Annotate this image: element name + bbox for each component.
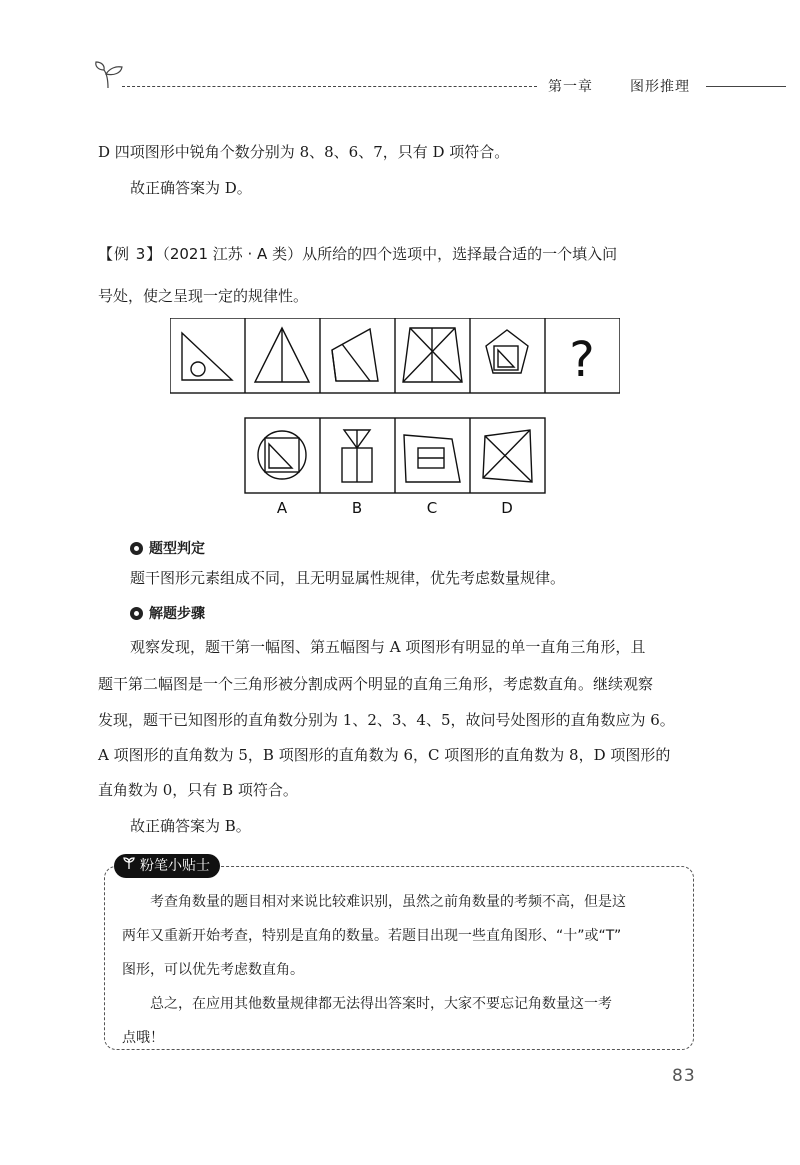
type-section-title: 题型判定: [149, 541, 205, 557]
tip-line-4: 总之，在应用其他数量规律都无法得出答案时，大家不要忘记角数量这一考: [150, 996, 612, 1012]
stem-figure-5: [486, 330, 528, 373]
puzzle-figure: [170, 318, 620, 518]
steps-section-heading: [130, 603, 205, 623]
prev-answer: 故正确答案为 D。: [130, 179, 252, 197]
option-label-d: D: [501, 499, 513, 517]
option-d-figure: [483, 430, 532, 482]
stem-figure-4: [403, 328, 462, 382]
example-tag: 【例 3】: [98, 245, 163, 263]
tip-line-5: 点哦！: [122, 1030, 164, 1046]
steps-line-2: 题干第二幅图是一个三角形被分割成两个明显的直角三角形，考虑数直角。继续观察: [98, 675, 654, 693]
option-c-figure: [404, 435, 460, 482]
tip-label: 粉笔小贴士: [140, 858, 210, 874]
type-section-text: 题干图形元素组成不同，且无明显属性规律，优先考虑数量规律。: [130, 569, 566, 587]
question-mark: ?: [569, 332, 595, 388]
tip-label-badge: [114, 854, 220, 878]
steps-section-title: 解题步骤: [149, 606, 205, 622]
prev-solution-text: D 四项图形中锐角个数分别为 8、8、6、7，只有 D 项符合。: [98, 143, 510, 161]
steps-answer: 故正确答案为 B。: [130, 817, 251, 835]
header-rule-right: [706, 86, 786, 87]
question-line-1: 从所给的四个选项中，选择最合适的一个填入问: [302, 245, 618, 263]
example-question: [98, 243, 617, 264]
tip-line-1: 考查角数量的题目相对来说比较难识别，虽然之前角数量的考频不高，但是这: [150, 894, 626, 910]
option-label-b: B: [351, 499, 363, 517]
stem-figure-1: [182, 333, 232, 380]
type-section-heading: [130, 538, 205, 558]
option-label-a: A: [276, 499, 288, 517]
stem-figure-3: [332, 329, 378, 381]
sprout-icon: [122, 854, 136, 878]
chapter-topic: 图形推理: [630, 79, 690, 95]
option-a-figure: [258, 431, 306, 479]
example-source: （2021 江苏 · A 类）: [162, 245, 303, 263]
stem-figure-2: [255, 328, 309, 382]
tip-line-2: 两年又重新开始考查，特别是直角的数量。若题目出现一些直角图形、“十”或“T”: [122, 928, 622, 944]
tip-line-3: 图形，可以优先考虑数直角。: [122, 962, 304, 978]
page-number: 83: [672, 1066, 696, 1086]
steps-line-4: A 项图形的直角数为 5，B 项图形的直角数为 6，C 项图形的直角数为 8，D 项图形的: [98, 746, 671, 764]
sprout-icon: [92, 60, 126, 90]
bullet-icon: [130, 607, 143, 620]
option-label-c: C: [426, 499, 438, 517]
chapter-label: 第一章: [548, 79, 593, 95]
header-rule-left: [122, 86, 537, 87]
question-line-2: 号处，使之呈现一定的规律性。: [98, 287, 309, 305]
steps-line-5: 直角数为 0，只有 B 项符合。: [98, 781, 298, 799]
option-b-figure: [342, 430, 372, 482]
steps-line-3: 发现，题干已知图形的直角数分别为 1、2、3、4、5，故问号处图形的直角数应为 6。: [98, 711, 675, 729]
bullet-icon: [130, 542, 143, 555]
steps-line-1: 观察发现，题干第一幅图、第五幅图与 A 项图形有明显的单一直角三角形，且: [130, 638, 646, 656]
